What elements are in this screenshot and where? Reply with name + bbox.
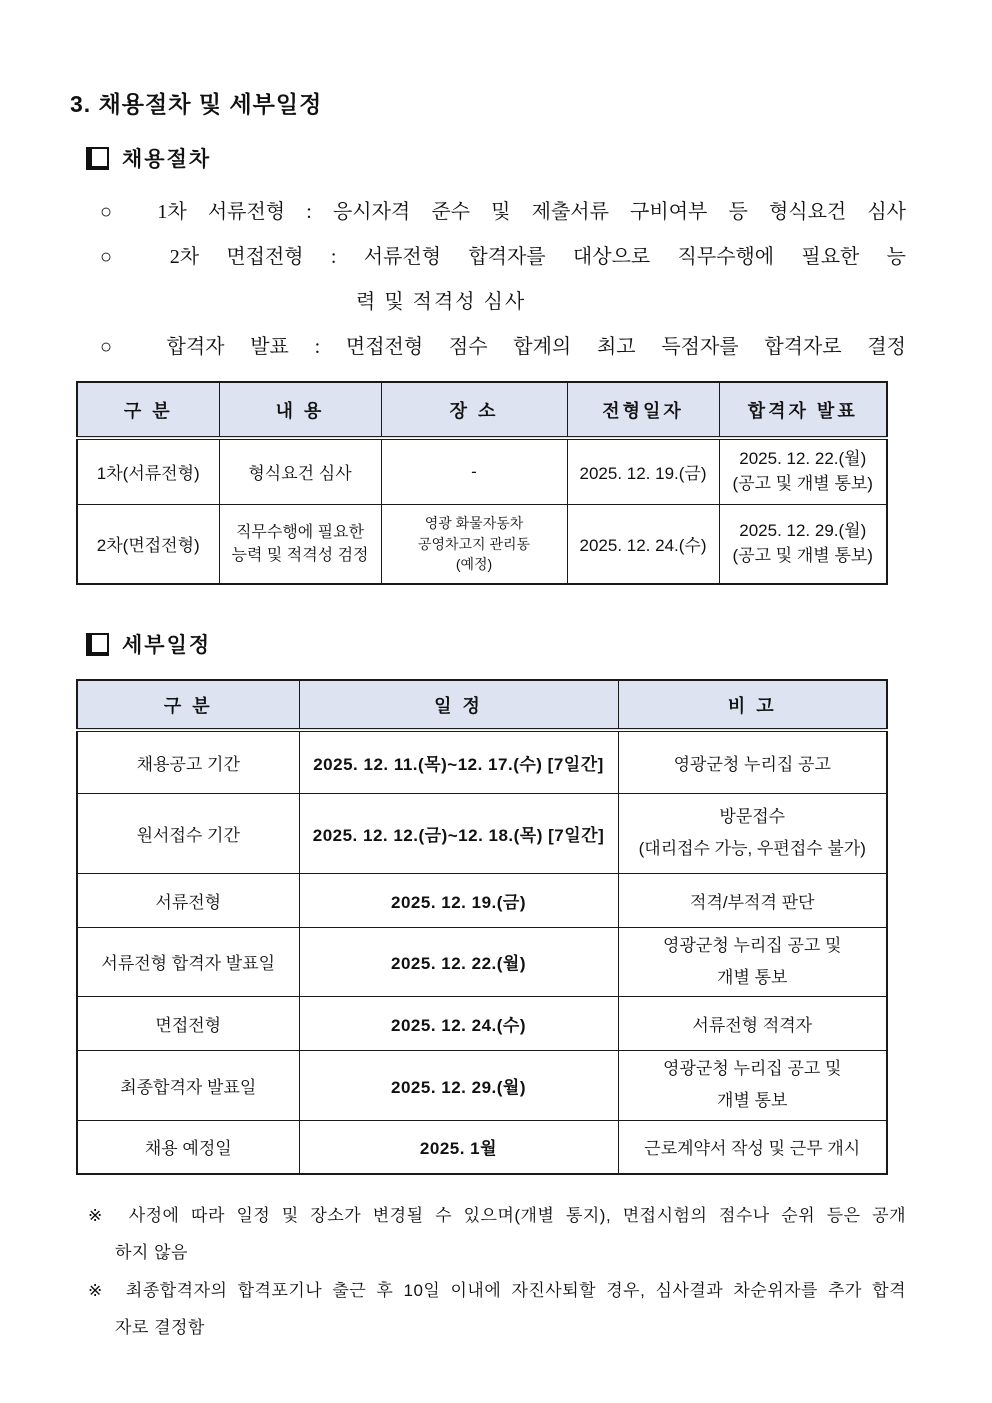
cell-date: 2025. 12. 19.(금) (299, 873, 618, 927)
table-row (77, 997, 887, 1051)
cell-gubun: 서류전형 합격자 발표일 (77, 927, 299, 997)
schedule-heading (86, 629, 906, 659)
announce-date: 2025. 12. 29.(월) (739, 521, 867, 541)
announce-date: 2025. 12. 22.(월) (739, 449, 867, 469)
schedule-heading-label: 세부일정 (122, 633, 212, 657)
table-header-row (77, 680, 887, 730)
content-line: 능력 및 적격성 검정 (231, 546, 369, 564)
table-row (77, 927, 887, 997)
cell-gubun: 1차(서류전형) (77, 438, 219, 504)
place-line: 영광 화물자동차 (424, 515, 524, 532)
cell-note (618, 927, 887, 997)
cell-content: 형식요건 심사 (219, 438, 381, 504)
cell-note (618, 1051, 887, 1121)
circle-bullet-icon: ○ (100, 336, 133, 358)
footnote-line: 자로 결정함 (115, 1317, 205, 1337)
cell-note: 서류전형 적격자 (618, 997, 887, 1051)
cell-gubun: 최종합격자 발표일 (77, 1051, 299, 1121)
col-header-gubun: 구 분 (77, 680, 299, 730)
circle-bullet-icon: ○ (100, 246, 135, 268)
cell-note: 적격/부적격 판단 (618, 873, 887, 927)
footnote-text: 최종합격자의 합격포기나 출근 후 10일 이내에 자진사퇴할 경우, 심사결과 차순위자를 추가 합격 (125, 1280, 906, 1300)
square-bullet-icon (86, 633, 109, 656)
bullet-continuation: 력 및 적격성 심사 (356, 291, 527, 313)
procedure-heading (86, 143, 906, 173)
cell-note: 근로계약서 작성 및 근무 개시 (618, 1120, 887, 1174)
bullet-text: 합격자 발표 : 면접전형 점수 합계의 최고 득점자를 합격자로 결정 (166, 336, 906, 358)
cell-note (618, 793, 887, 873)
cell-date: 2025. 12. 29.(월) (299, 1051, 618, 1121)
footnote-line (88, 1280, 906, 1301)
cell-date: 2025. 1월 (299, 1120, 618, 1174)
note-line: 방문접수 (719, 806, 786, 826)
reference-mark-icon: ※ (88, 1206, 110, 1226)
table-row (77, 873, 887, 927)
place-line: 공영차고지 관리동 (417, 535, 531, 552)
footnote-line (88, 1205, 906, 1226)
table-row (77, 793, 887, 873)
cell-gubun: 채용 예정일 (77, 1120, 299, 1174)
procedure-bullet-list (100, 201, 906, 359)
table-row (77, 1051, 887, 1121)
announce-note: (공고 및 개별 통보) (732, 473, 873, 493)
cell-announce (719, 438, 887, 504)
table-row (77, 1120, 887, 1174)
table-row (77, 504, 887, 584)
reference-mark-icon: ※ (88, 1280, 108, 1300)
note-line: (대리접수 가능, 우편접수 불가) (638, 839, 866, 858)
footnote-text: 사정에 따라 일정 및 장소가 변경될 수 있으며(개별 통지), 면접시험의 점수나 순위 등은 공개 (128, 1206, 906, 1226)
cell-date: 2025. 12. 24.(수) (567, 504, 719, 584)
col-header-gubun: 구 분 (77, 382, 219, 438)
col-header-schedule: 일 정 (299, 680, 618, 730)
footnote (88, 1205, 906, 1264)
note-line: 개별 통보 (717, 967, 788, 987)
footnote-line: 하지 않음 (115, 1243, 188, 1263)
col-header-date: 전형일자 (567, 382, 719, 438)
cell-gubun: 채용공고 기간 (77, 730, 299, 793)
col-header-place: 장 소 (381, 382, 567, 438)
schedule-table (76, 679, 888, 1175)
cell-date: 2025. 12. 19.(금) (567, 438, 719, 504)
table-row (77, 438, 887, 504)
cell-date: 2025. 12. 11.(목)~12. 17.(수) [7일간] (299, 730, 618, 793)
list-item (100, 336, 906, 359)
footnote (88, 1280, 906, 1339)
list-item (100, 201, 906, 224)
cell-date: 2025. 12. 12.(금)~12. 18.(목) [7일간] (299, 793, 618, 873)
bullet-text: 1차 서류전형 : 응시자격 준수 및 제출서류 구비여부 등 형식요건 심사 (157, 201, 907, 223)
cell-gubun: 2차(면접전형) (77, 504, 219, 584)
cell-note: 영광군청 누리집 공고 (618, 730, 887, 793)
cell-date: 2025. 12. 22.(월) (299, 927, 618, 997)
table-row (77, 730, 887, 793)
circle-bullet-icon: ○ (100, 201, 129, 223)
note-line: 개별 통보 (717, 1091, 788, 1111)
content-line: 직무수행에 필요한 (235, 523, 365, 541)
col-header-note: 비 고 (618, 680, 887, 730)
footnotes (88, 1205, 906, 1338)
square-bullet-icon (86, 147, 109, 170)
note-line: 영광군청 누리집 공고 및 (663, 1059, 842, 1079)
cell-date: 2025. 12. 24.(수) (299, 997, 618, 1051)
note-line: 영광군청 누리집 공고 및 (663, 935, 842, 955)
procedure-heading-label: 채용절차 (122, 147, 212, 171)
page-title: 3. 채용절차 및 세부일정 (70, 91, 323, 117)
cell-announce (719, 504, 887, 584)
cell-place (381, 504, 567, 584)
list-item (100, 246, 906, 269)
cell-gubun: 면접전형 (77, 997, 299, 1051)
announce-note: (공고 및 개별 통보) (732, 545, 873, 565)
table-header-row (77, 382, 887, 438)
cell-gubun: 서류전형 (77, 873, 299, 927)
procedure-table (76, 381, 888, 585)
cell-content (219, 504, 381, 584)
col-header-announce: 합격자 발표 (719, 382, 887, 438)
place-line: (예정) (455, 555, 493, 572)
cell-place: - (381, 438, 567, 504)
cell-gubun: 원서접수 기간 (77, 793, 299, 873)
col-header-content: 내 용 (219, 382, 381, 438)
bullet-text: 2차 면접전형 : 서류전형 합격자를 대상으로 직무수행에 필요한 능 (169, 246, 906, 268)
